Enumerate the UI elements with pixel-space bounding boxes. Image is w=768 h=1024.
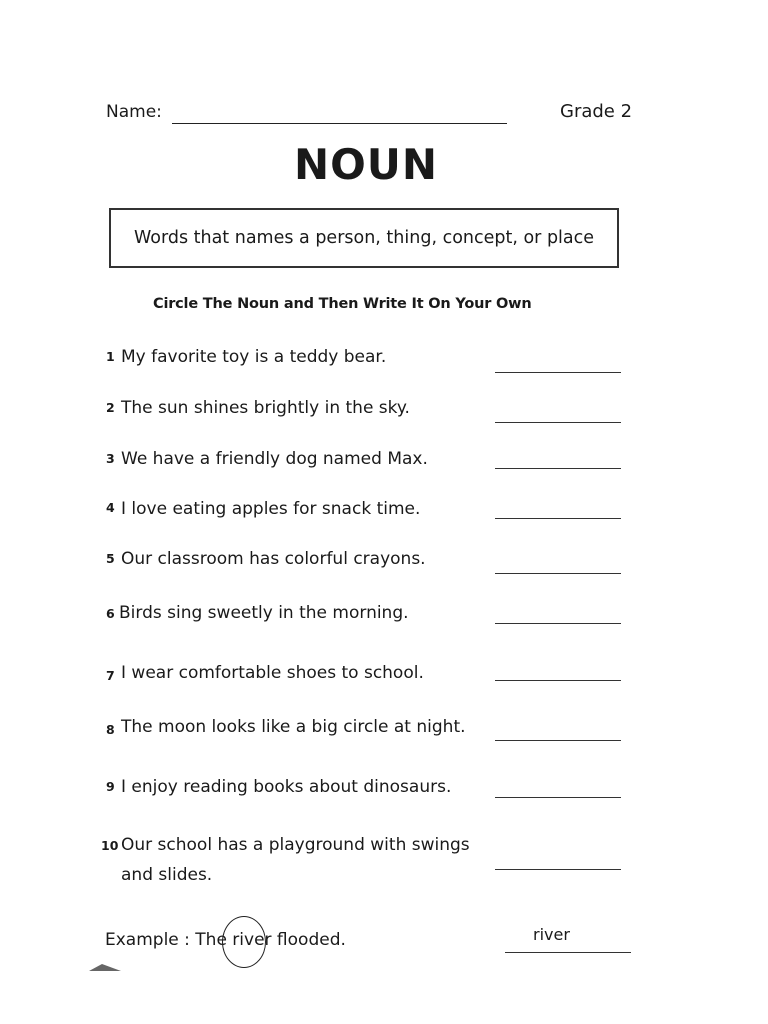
name-label: Name: [106, 102, 162, 122]
name-write-line[interactable] [172, 123, 507, 124]
question-text-8: The moon looks like a big circle at night. [121, 717, 466, 737]
answer-line-10[interactable] [495, 869, 621, 870]
question-text-9: I enjoy reading books about dinosaurs. [121, 777, 452, 797]
question-number-2: 2 [106, 400, 115, 415]
answer-line-6[interactable] [495, 623, 621, 624]
question-number-8: 8 [106, 722, 115, 737]
question-number-4: 4 [106, 500, 115, 515]
question-number-10: 10 [101, 838, 119, 853]
question-text-1: My favorite toy is a teddy bear. [121, 347, 387, 367]
example-sentence: Example : The river flooded. [105, 930, 346, 950]
question-number-6: 6 [106, 606, 115, 621]
question-number-5: 5 [106, 551, 115, 566]
question-text-3: We have a friendly dog named Max. [121, 449, 428, 469]
grade-label: Grade 2 [560, 101, 633, 122]
question-number-3: 3 [106, 451, 115, 466]
scan-mark-icon [88, 962, 122, 972]
question-text-7: I wear comfortable shoes to school. [121, 663, 424, 683]
answer-line-5[interactable] [495, 573, 621, 574]
answer-line-8[interactable] [495, 740, 621, 741]
question-text-10-continued: and slides. [121, 865, 213, 885]
answer-line-9[interactable] [495, 797, 621, 798]
example-answer: river [533, 925, 570, 944]
answer-line-7[interactable] [495, 680, 621, 681]
worksheet-title: NOUN [293, 140, 439, 189]
answer-line-3[interactable] [495, 468, 621, 469]
example-answer-line [505, 952, 631, 953]
question-number-1: 1 [106, 349, 115, 364]
question-text-5: Our classroom has colorful crayons. [121, 549, 426, 569]
question-text-6: Birds sing sweetly in the morning. [119, 603, 409, 623]
instruction-text: Circle The Noun and Then Write It On Your Own [153, 296, 532, 312]
question-number-9: 9 [106, 779, 115, 794]
example-circle [222, 916, 266, 968]
definition-box [109, 208, 619, 268]
question-text-4: I love eating apples for snack time. [121, 499, 421, 519]
question-text-10: Our school has a playground with swings [121, 835, 470, 855]
answer-line-4[interactable] [495, 518, 621, 519]
definition-text: Words that names a person, thing, concept, or place [133, 228, 595, 248]
question-text-2: The sun shines brightly in the sky. [121, 398, 410, 418]
answer-line-2[interactable] [495, 422, 621, 423]
answer-line-1[interactable] [495, 372, 621, 373]
question-number-7: 7 [106, 668, 115, 683]
